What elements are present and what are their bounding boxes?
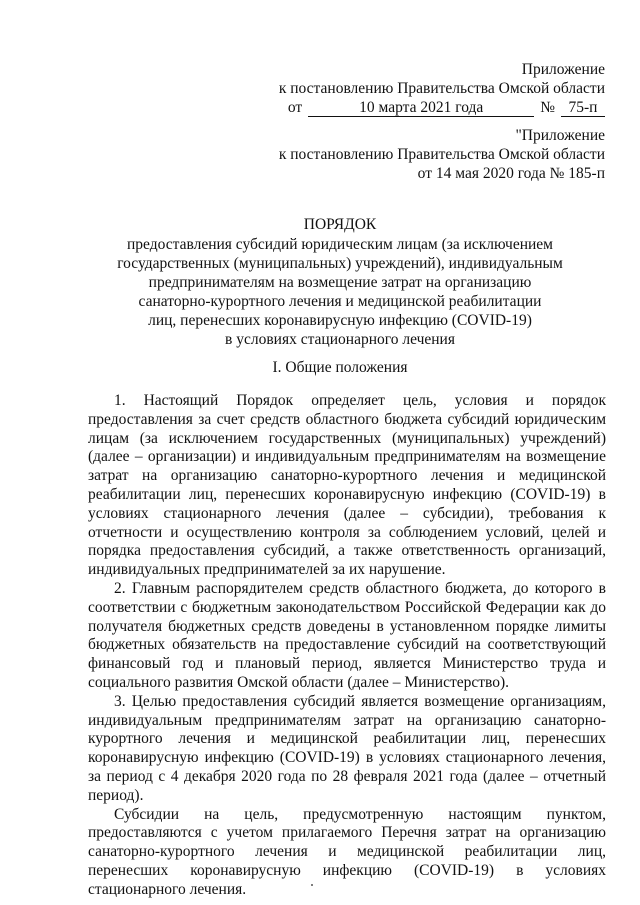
paragraph: 2. Главным распорядителем средств областного бюджета, до которого в соответствии с бюджетным законодательством Российской Федерации как до получателя бюджетных средств доведены в установленном порядке лимиты бюджетных обязательств на предоставление субсидий на соответствующий финансовый год и плановый период, является Министерство труда и социального развития Омской области (далее – Министерство).: [88, 579, 606, 691]
page-dot-mark: [311, 884, 313, 886]
number-sign: №: [540, 99, 555, 116]
subtitle-line: в условиях стационарного лечения: [225, 331, 455, 348]
paragraph: 3. Целью предоставления субсидий является возмещение организациям, индивидуальным предпринимателям затрат на организацию санаторно-курортного лечения и медицинской реабилитации лиц, перенесших коронавирусную инфекцию (COVID-19) в условиях стационарного лечения, за период с 4 декабря 2020 года по 28 февраля 2021 года (далее – отчетный период).: [88, 692, 606, 804]
appendix-date-line: [270, 98, 605, 117]
original-resolution-line: к постановлению Правительства Омской области: [278, 146, 605, 163]
subtitle-line: государственных (муниципальных) учреждений), индивидуальным: [117, 255, 563, 272]
appendix-resolution-line: к постановлению Правительства Омской области: [278, 80, 605, 97]
document-title: ПОРЯДОК: [303, 216, 377, 233]
appendix-header-current: [270, 60, 605, 117]
section-heading: I. Общие положения: [272, 359, 408, 376]
appendix-label: Приложение: [521, 61, 605, 78]
original-appendix-label: "Приложение: [515, 127, 605, 144]
subtitle-line: санаторно-курортного лечения и медицинской реабилитации: [138, 293, 542, 310]
document-title-block: [60, 215, 620, 349]
subtitle-line: предпринимателям на возмещение затрат на организацию: [148, 274, 532, 291]
resolution-date: 10 марта 2021 года: [308, 100, 534, 117]
subtitle-line: предоставления субсидий юридическим лицам (за исключением: [127, 236, 553, 253]
subtitle-line: лиц, перенесших коронавирусную инфекцию (COVID-19): [148, 312, 532, 329]
original-resolution-date: от 14 мая 2020 года № 185-п: [417, 165, 605, 182]
document-body: [88, 392, 606, 900]
date-prefix: от: [287, 99, 303, 116]
paragraph: Субсидии на цель, предусмотренную настоящим пунктом, предоставляются с учетом прилагаемого Перечня затрат на организацию санаторно-курортного лечения и медицинской реабилитации лиц, перенесших коронавирусную инфекцию (COVID-19) в условиях стационарного лечения.: [88, 805, 606, 898]
appendix-header-original: [270, 126, 605, 183]
resolution-number: 75-п: [561, 100, 605, 117]
paragraph: 1. Настоящий Порядок определяет цель, условия и порядок предоставления за счет средств областного бюджета субсидий юридическим лицам (за исключением государственных (муниципальных) учреждений) (далее – организации) и индивидуальным предпринимателям на возмещение затрат на организацию санаторно-курортного лечения и медицинской реабилитации лиц, перенесших коронавирусную инфекцию (COVID-19) в условиях стационарного лечения (далее – субсидии), требования к отчетности и осуществлению контроля за соблюдением условий, целей и порядка предоставления субсидий, а также ответственность организаций, индивидуальных предпринимателей за их нарушение.: [88, 392, 606, 579]
